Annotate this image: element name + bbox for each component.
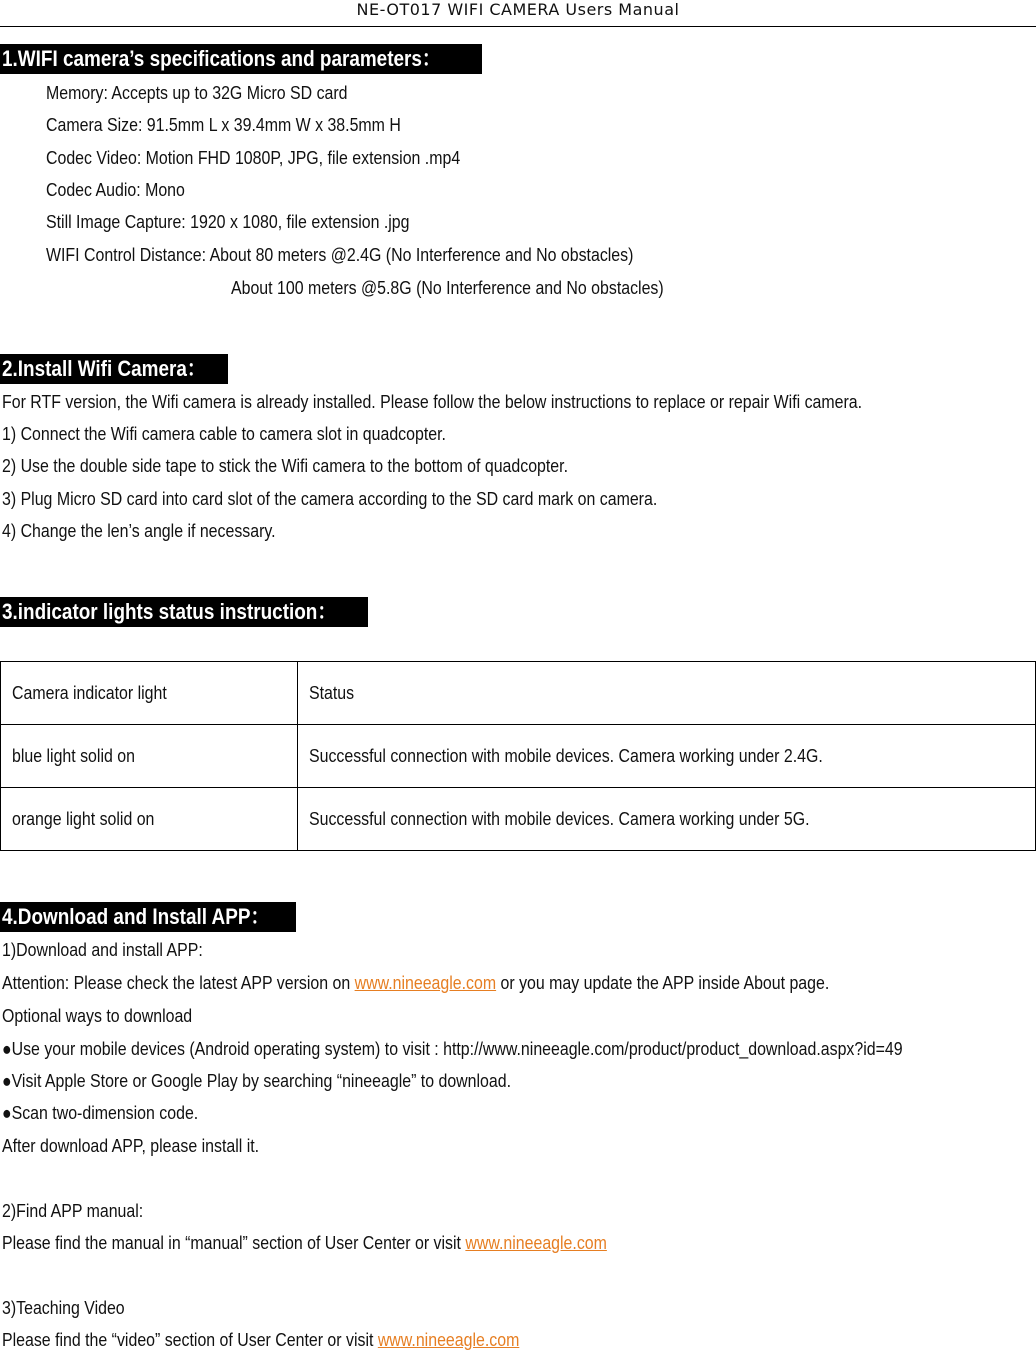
spec-size: Camera Size: 91.5mm L x 39.4mm W x 38.5mm H: [46, 114, 401, 135]
find-manual-title: 2)Find APP manual:: [2, 1200, 144, 1221]
optional-ways: Optional ways to download: [2, 1005, 193, 1026]
nineeagle-link[interactable]: www.nineeagle.com: [465, 1232, 607, 1253]
manual-title: NE-OT017 WIFI CAMERA Users Manual: [356, 0, 680, 19]
find-manual-line: Please find the manual in “manual” section of User Center or visit www.nineeagle.com: [2, 1232, 607, 1253]
install-step-1: 1) Connect the Wifi camera cable to camera slot in quadcopter.: [2, 423, 446, 444]
section-4-heading: 4.Download and Install APP：: [0, 902, 296, 932]
after-download: After download APP, please install it.: [2, 1135, 260, 1156]
spec-wifi-distance-5g: About 100 meters @5.8G (No Interference and No obstacles): [231, 277, 664, 298]
table-row: [1, 788, 1036, 851]
spec-video: Codec Video: Motion FHD 1080P, JPG, file extension .mp4: [46, 147, 461, 168]
table-cell: orange light solid on: [1, 788, 298, 851]
teaching-video-line: Please find the “video” section of User Center or visit www.nineeagle.com: [2, 1329, 520, 1350]
section-3-heading: 3.indicator lights status instruction：: [0, 597, 368, 627]
bullet-store: ●Visit Apple Store or Google Play by searching “nineeagle” to download.: [2, 1070, 512, 1091]
table-row: [1, 725, 1036, 788]
bullet-qr: ●Scan two-dimension code.: [2, 1102, 199, 1123]
nineeagle-link[interactable]: www.nineeagle.com: [354, 972, 497, 993]
table-cell: blue light solid on: [1, 725, 298, 788]
page-header: [0, 0, 1036, 27]
table-header-row: [1, 662, 1036, 725]
spec-still: Still Image Capture: 1920 x 1080, file extension .jpg: [46, 211, 410, 232]
spec-audio: Codec Audio: Mono: [46, 179, 185, 200]
section-1-heading: 1.WIFI camera’s specifications and parameters：: [0, 44, 482, 74]
section-2-heading: 2.Install Wifi Camera：: [0, 354, 228, 384]
install-step-3: 3) Plug Micro SD card into card slot of the camera according to the SD card mark on camera.: [2, 488, 658, 509]
install-intro: For RTF version, the Wifi camera is already installed. Please follow the below instructions to replace or repair Wifi camera.: [2, 391, 863, 412]
install-step-2: 2) Use the double side tape to stick the Wifi camera to the bottom of quadcopter.: [2, 455, 569, 476]
attention-line: Attention: Please check the latest APP version on www.nineeagle.com or you may update the APP inside About page.: [2, 972, 830, 993]
install-step-4: 4) Change the len’s angle if necessary.: [2, 520, 276, 541]
table-cell: Successful connection with mobile devices. Camera working under 2.4G.: [298, 725, 1036, 788]
indicator-status-table: [0, 661, 1036, 851]
download-title: 1)Download and install APP:: [2, 939, 203, 960]
table-cell: Successful connection with mobile devices. Camera working under 5G.: [298, 788, 1036, 851]
table-header-cell: Status: [298, 662, 1036, 725]
teaching-video-title: 3)Teaching Video: [2, 1297, 125, 1318]
table-header-cell: Camera indicator light: [1, 662, 298, 725]
bullet-android: ●Use your mobile devices (Android operating system) to visit : http://www.nineeagle.com/product/product_download.aspx?id=49: [2, 1038, 903, 1059]
nineeagle-link[interactable]: www.nineeagle.com: [377, 1329, 520, 1350]
spec-memory: Memory: Accepts up to 32G Micro SD card: [46, 82, 348, 103]
spec-wifi-distance: WIFI Control Distance: About 80 meters @2.4G (No Interference and No obstacles): [46, 244, 634, 265]
